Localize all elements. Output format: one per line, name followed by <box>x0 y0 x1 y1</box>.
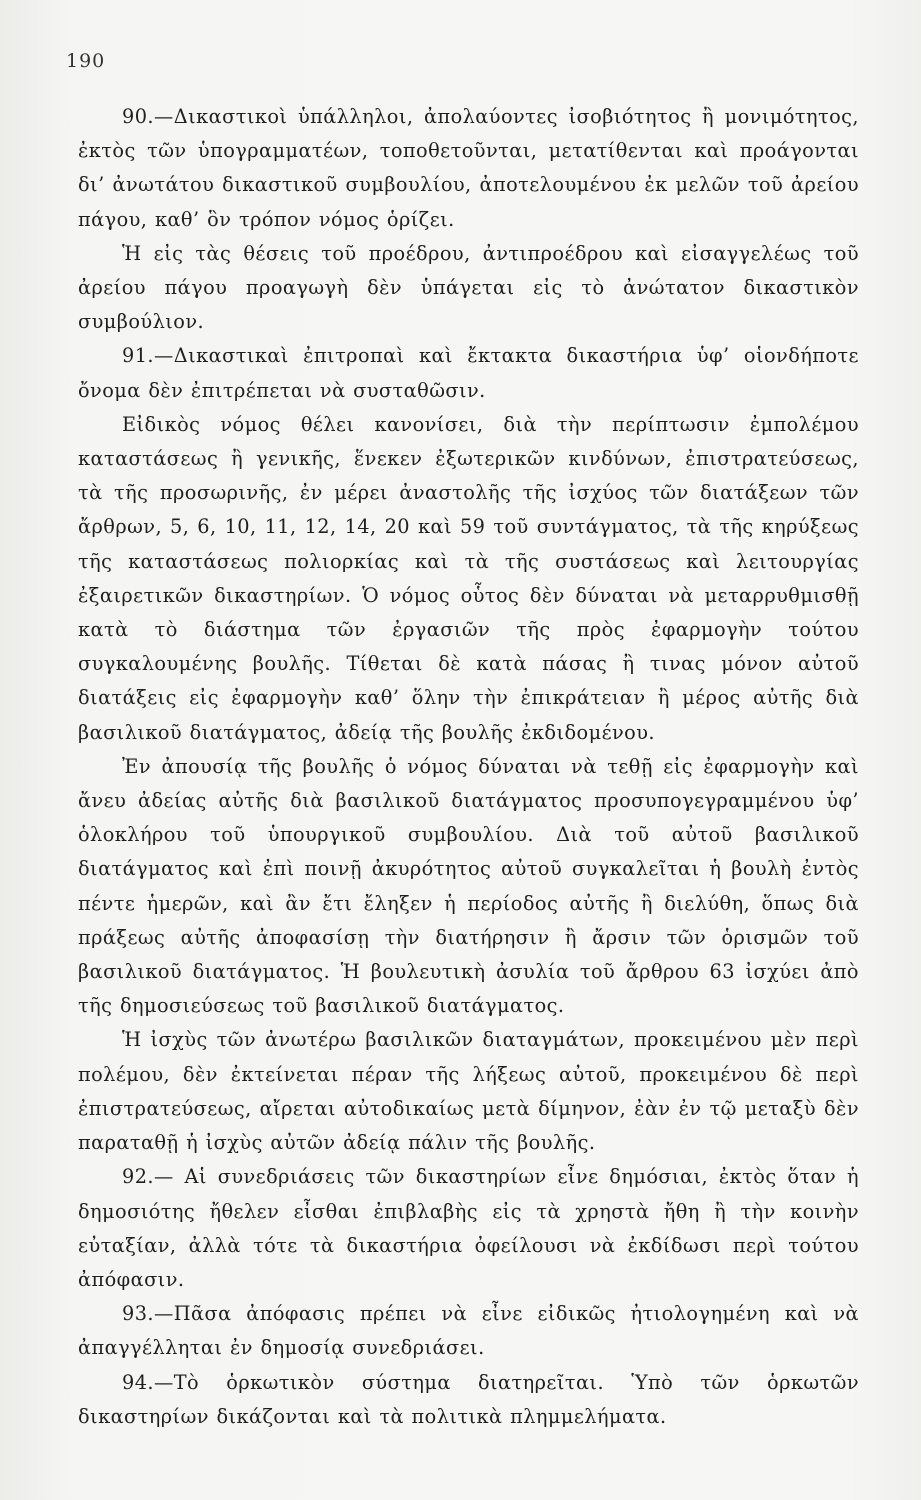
page-number: 190 <box>66 50 106 72</box>
paragraph-article-91: 91.—Δικαστικαὶ ἐπιτροπαὶ καὶ ἔκτακτα δικαστήρια ὑφ’ οἱονδήποτε ὄνομα δὲν ἐπιτρέπεται νὰ συσταθῶσιν. <box>78 344 859 402</box>
paragraph-article-94: 94.—Τὸ ὁρκωτικὸν σύστημα διατηρεῖται. Ὑπὸ τῶν ὁρκωτῶν δικαστηρίων δικάζονται καὶ τὰ πολιτικὰ πλημμελήματα. <box>78 1370 859 1428</box>
paragraph-absence-of-parliament: Ἐν ἀπουσίᾳ τῆς βουλῆς ὁ νόμος δύναται νὰ τεθῇ εἰς ἐφαρμογὴν καὶ ἄνευ ἀδείας αὐτῆς διὰ βασιλικοῦ διατάγματος προσυπογεγραμμένου ὑφ’ ὁλοκλήρου τοῦ ὑπουργικοῦ συμβουλίου. Διὰ τοῦ αὐτοῦ βασιλικοῦ διατάγματος καὶ ἐπὶ ποινῇ ἀκυρότητος αὐτοῦ συγκαλεῖται ἡ βουλὴ ἐντὸς πέντε ἡμερῶν, καὶ ἂν ἔτι ἔληξεν ἡ περίοδος αὐτῆς ἢ διελύθη, ὅπως διὰ πράξεως αὐτῆς ἀποφασίσῃ τὴν διατήρησιν ἢ ἄρσιν τῶν ὁρισμῶν τοῦ βασιλικοῦ διατάγματος. Ἡ βουλευτικὴ ἀσυλία τοῦ ἄρθρου 63 ἰσχύει ἀπὸ τῆς δημοσιεύσεως τοῦ βασιλικοῦ διατάγματος. <box>78 754 859 1018</box>
paragraph-article-93: 93.—Πᾶσα ἀπόφασις πρέπει νὰ εἶνε εἰδικῶς ἠτιολογημένη καὶ νὰ ἀπαγγέλληται ἐν δημοσίᾳ συνεδριάσει. <box>78 1302 859 1360</box>
body-text <box>78 100 859 1434</box>
paragraph-article-90: 90.—Δικαστικοὶ ὑπάλληλοι, ἀπολαύοντες ἰσοβιότητος ἢ μονιμότητος, ἐκτὸς τῶν ὑπογραμματέων, τοποθετοῦνται, μετατίθενται καὶ προάγονται δι’ ἀνωτάτου δικαστικοῦ συμβουλίου, ἀποτελουμένου ἐκ μελῶν τοῦ ἀρείου πάγου, καθ’ ὃν τρόπον νόμος ὁρίζει. <box>78 105 859 231</box>
paragraph-article-92: 92.— Αἱ συνεδριάσεις τῶν δικαστηρίων εἶνε δημόσιαι, ἐκτὸς ὅταν ἡ δημοσιότης ἤθελεν εἶσθαι ἐπιβλαβὴς εἰς τὰ χρηστὰ ἤθη ἢ τὴν κοινὴν εὐταξίαν, ἀλλὰ τότε τὰ δικαστήρια ὀφείλουσι νὰ ἐκδίδωσι περὶ τούτου ἀπόφασιν. <box>78 1165 859 1291</box>
paragraph-decree-validity: Ἡ ἰσχὺς τῶν ἀνωτέρω βασιλικῶν διαταγμάτων, προκειμένου μὲν περὶ πολέμου, δὲν ἐκτείνεται πέραν τῆς λήξεως αὐτοῦ, προκειμένου δὲ περὶ ἐπιστρατεύσεως, αἴρεται αὐτοδικαίως μετὰ δίμηνον, ἐὰν ἐν τῷ μεταξὺ δὲν παραταθῇ ἡ ἰσχὺς αὐτῶν ἀδείᾳ πάλιν τῆς βουλῆς. <box>78 1028 859 1155</box>
paragraph-article-90-promotion: Ἡ εἰς τὰς θέσεις τοῦ προέδρου, ἀντιπροέδρου καὶ εἰσαγγελέως τοῦ ἀρείου πάγου προαγωγὴ δὲν ὑπάγεται εἰς τὸ ἀνώτατον δικαστικὸν συμβούλιον. <box>78 241 859 334</box>
paragraph-special-law: Εἰδικὸς νόμος θέλει κανονίσει, διὰ τὴν περίπτωσιν ἐμπολέμου καταστάσεως ἢ γενικῆς, ἕνεκεν ἐξωτερικῶν κινδύνων, ἐπιστρατεύσεως, τὰ τῆς προσωρινῆς, ἐν μέρει ἀναστολῆς τῆς ἰσχύος τῶν διατάξεων τῶν ἄρθρων, 5, 6, 10, 11, 12, 14, 20 καὶ 59 τοῦ συντάγματος, τὰ τῆς κηρύξεως τῆς καταστάσεως πολιορκίας καὶ τὰ τῆς συστάσεως καὶ λειτουργίας ἐξαιρετικῶν δικαστηρίων. Ὁ νόμος οὗτος δὲν δύναται νὰ μεταρρυθμισθῇ κατὰ τὸ διάστημα τῶν ἐργασιῶν τῆς πρὸς ἐφαρμογὴν τούτου συγκαλουμένης βουλῆς. Τίθεται δὲ κατὰ πάσας ἢ τινας μόνον αὐτοῦ διατάξεις εἰς ἐφαρμογὴν καθ’ ὅλην τὴν ἐπικράτειαν ἢ μέρος αὐτῆς διὰ βασιλικοῦ διατάγματος, ἀδείᾳ τῆς βουλῆς ἐκδιδομένου. <box>78 412 859 744</box>
